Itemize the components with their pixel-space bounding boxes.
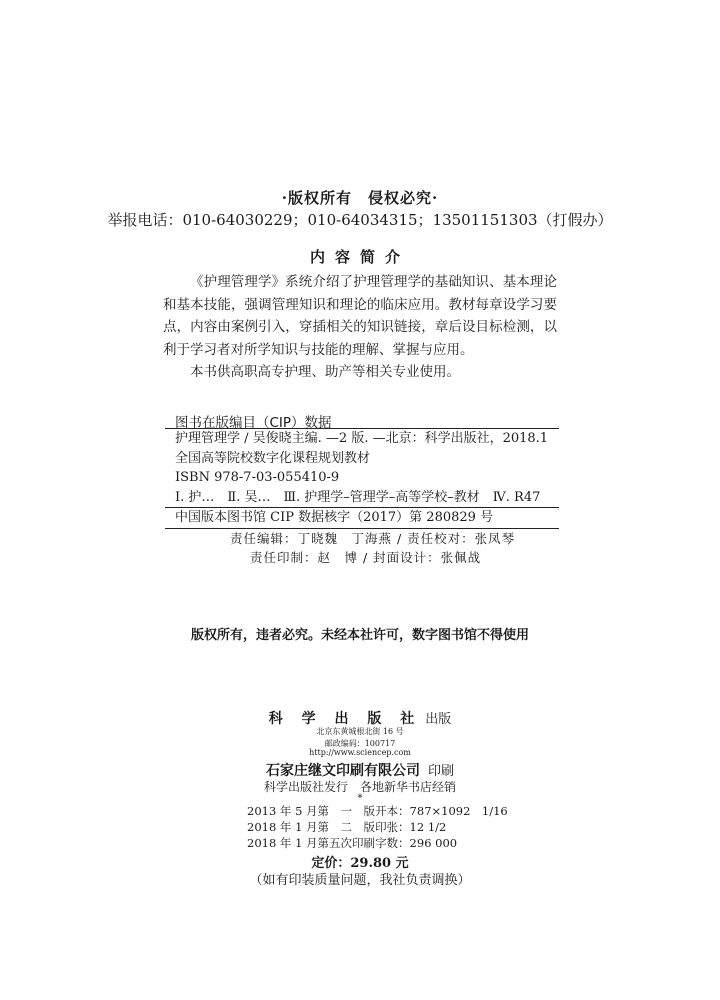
edition-row bbox=[247, 835, 508, 851]
price: 定价：29.80 元 bbox=[311, 856, 409, 871]
summary-title: 内容简介 bbox=[309, 248, 410, 266]
edition-date: 2018 年 1 月第 二 版 bbox=[247, 820, 376, 834]
report-phone-line: 举报电话：010-64030229；010-64034315；13501151303（打假办） bbox=[107, 211, 613, 229]
edition-row bbox=[247, 803, 508, 819]
cip-line: Ⅰ. 护… Ⅱ. 吴… Ⅲ. 护理学–管理学–高等学校–教材 Ⅳ. R47 bbox=[175, 489, 541, 505]
printer-name: 石家庄继文印刷有限公司 bbox=[265, 763, 420, 779]
publisher-action: 出版 bbox=[425, 712, 452, 727]
staff-credits-line1: 责任编辑：丁晓魏 丁海燕 / 责任校对：张凤琴 bbox=[230, 531, 516, 546]
cip-line: 全国高等院校数字化课程规划教材 bbox=[175, 450, 371, 466]
edition-date: 2018 年 1 月第五次印刷 bbox=[247, 836, 376, 850]
publisher-address: 北京东黄城根北街 16 号 bbox=[316, 727, 404, 736]
separator-star: * bbox=[357, 793, 363, 804]
summary-paragraph: 本书供高职高专护理、助产等相关专业使用。 bbox=[190, 364, 460, 380]
publisher-url: http://www.sciencep.com bbox=[309, 748, 411, 757]
publisher-postcode: 邮政编码：100717 bbox=[324, 739, 396, 748]
cip-line: ISBN 978-7-03-055410-9 bbox=[175, 470, 340, 485]
cip-line: 护理管理学 / 吴俊晓主编. —2 版. —北京：科学出版社，2018.1 bbox=[175, 431, 549, 446]
copyright-title: ·版权所有 侵权必究· bbox=[281, 189, 439, 207]
edition-spec: 字数：296 000 bbox=[375, 836, 458, 850]
edition-spec: 印张：12 1/2 bbox=[375, 820, 447, 834]
staff-credits-line2: 责任印制：赵 博 / 封面设计：张佩战 bbox=[250, 550, 482, 565]
summary-text bbox=[163, 271, 557, 384]
cip-box bbox=[165, 428, 559, 529]
cip-title: 图书在版编目（CIP）数据 bbox=[175, 415, 332, 431]
publisher-line bbox=[0, 708, 720, 728]
publisher-name: 科 学 出 版 社 bbox=[268, 711, 422, 727]
edition-row bbox=[247, 819, 508, 835]
edition-spec: 开本：787×1092 1/16 bbox=[375, 804, 508, 818]
cip-data-number: 中国版本图书馆 CIP 数据核字（2017）第 280829 号 bbox=[175, 510, 494, 525]
printer-action: 印刷 bbox=[427, 764, 454, 779]
distribution-line: 科学出版社发行 各地新华书店经销 bbox=[263, 780, 456, 794]
exchange-note: （如有印装质量问题，我社负责调换） bbox=[249, 873, 471, 888]
edition-table bbox=[247, 803, 508, 851]
printer-line bbox=[0, 760, 720, 780]
rights-notice: 版权所有，违者必究。未经本社许可，数字图书馆不得使用 bbox=[190, 628, 529, 643]
edition-date: 2013 年 5 月第 一 版 bbox=[247, 804, 376, 818]
summary-paragraph: 《护理管理学》系统介绍了护理管理学的基础知识、基本理论和基本技能，强调管理知识和理论的临床应用。教材每章设学习要点，内容由案例引入，穿插相关的知识链接，章后设目标检测，以利于学习者对所学知识与技能的理解、掌握与应用。 bbox=[163, 274, 557, 358]
